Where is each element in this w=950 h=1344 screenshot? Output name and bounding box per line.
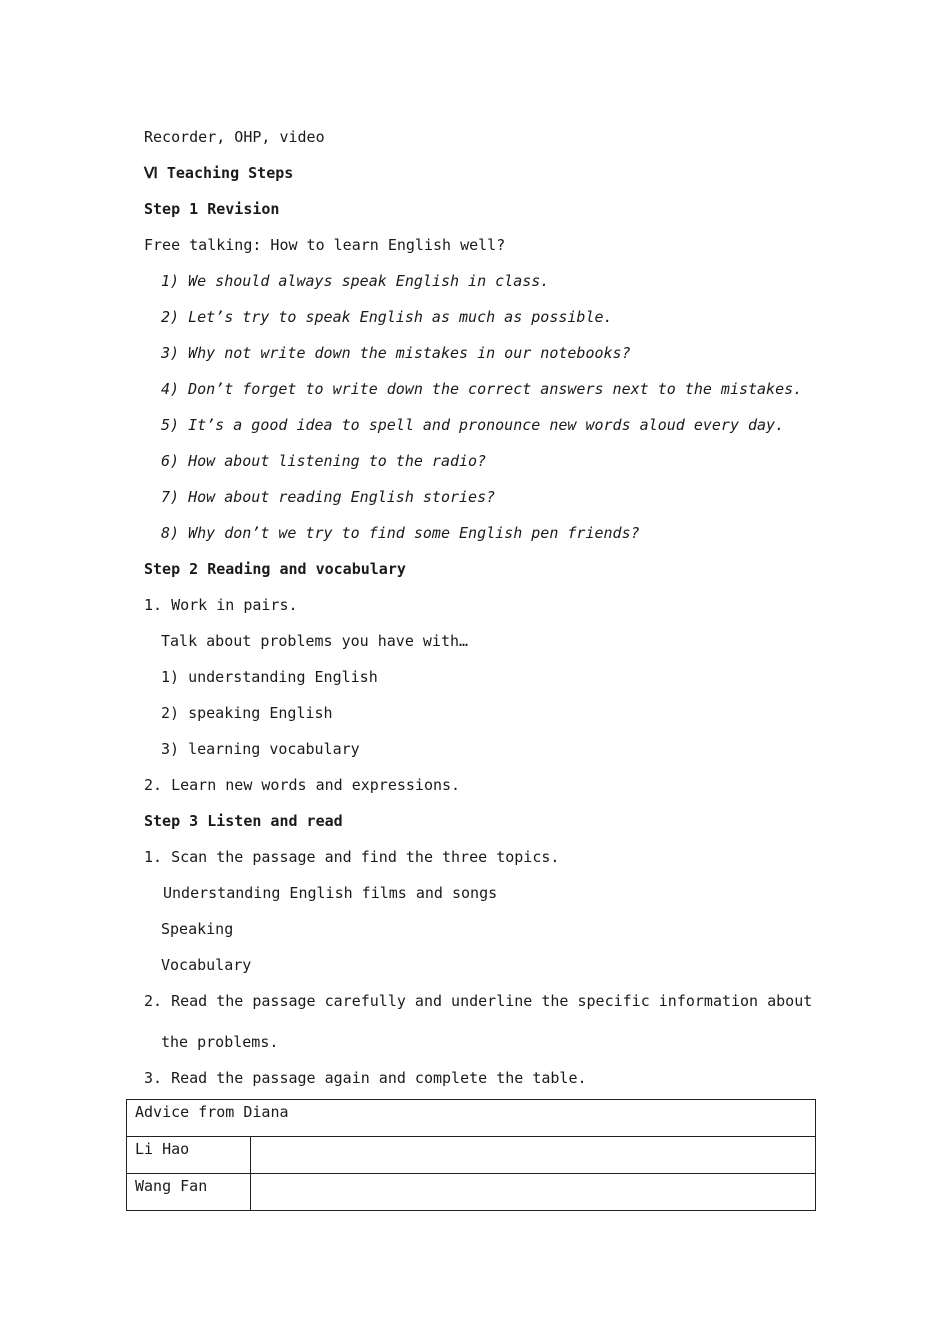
table-name-cell: Li Hao (127, 1137, 251, 1174)
step2-task1-item: 2) speaking English (161, 704, 333, 722)
step2-task1: 1. Work in pairs. (144, 596, 298, 614)
step2-task1-item: 3) learning vocabulary (161, 740, 360, 758)
step1-item: 2) Let’s try to speak English as much as possible. (161, 308, 613, 326)
step2-task2: 2. Learn new words and expressions. (144, 776, 461, 794)
step3-task2-cont: the problems. (161, 1033, 279, 1051)
materials-text: Recorder, OHP, video (144, 128, 325, 146)
step1-item: 1) We should always speak English in class. (161, 272, 550, 290)
step1-item: 5) It’s a good idea to spell and pronounce new words aloud every day. (161, 416, 785, 434)
step1-item: 4) Don’t forget to write down the correct answers next to the mistakes. (161, 380, 803, 398)
table-advice-cell (251, 1137, 816, 1174)
step3-topic: Speaking (161, 920, 234, 938)
step3-topic: Vocabulary (161, 956, 252, 974)
step1-intro: Free talking: How to learn English well? (144, 236, 506, 254)
step2-task1-item: 1) understanding English (161, 668, 378, 686)
step2-task1-sub: Talk about problems you have with… (161, 632, 469, 650)
table-advice-cell (251, 1174, 816, 1211)
advice-table (126, 1099, 816, 1211)
step3-task1: 1. Scan the passage and find the three topics. (144, 848, 560, 866)
step3-task2: 2. Read the passage carefully and underline the specific information about (144, 992, 813, 1010)
step3-task3: 3. Read the passage again and complete the table. (144, 1069, 587, 1087)
section-title: Ⅵ Teaching Steps (144, 164, 294, 182)
table-row (127, 1137, 816, 1174)
step1-item: 7) How about reading English stories? (161, 488, 496, 506)
table-row (127, 1174, 816, 1211)
table-header-row (127, 1100, 816, 1137)
table-header-cell: Advice from Diana (127, 1100, 816, 1137)
step1-item: 3) Why not write down the mistakes in our notebooks? (161, 344, 631, 362)
step1-item: 6) How about listening to the radio? (161, 452, 487, 470)
step3-title: Step 3 Listen and read (144, 812, 343, 830)
step2-title: Step 2 Reading and vocabulary (144, 560, 406, 578)
table-name-cell: Wang Fan (127, 1174, 251, 1211)
step1-item: 8) Why don’t we try to find some English pen friends? (161, 524, 640, 542)
step3-topic: Understanding English films and songs (163, 884, 498, 902)
step1-title: Step 1 Revision (144, 200, 280, 218)
